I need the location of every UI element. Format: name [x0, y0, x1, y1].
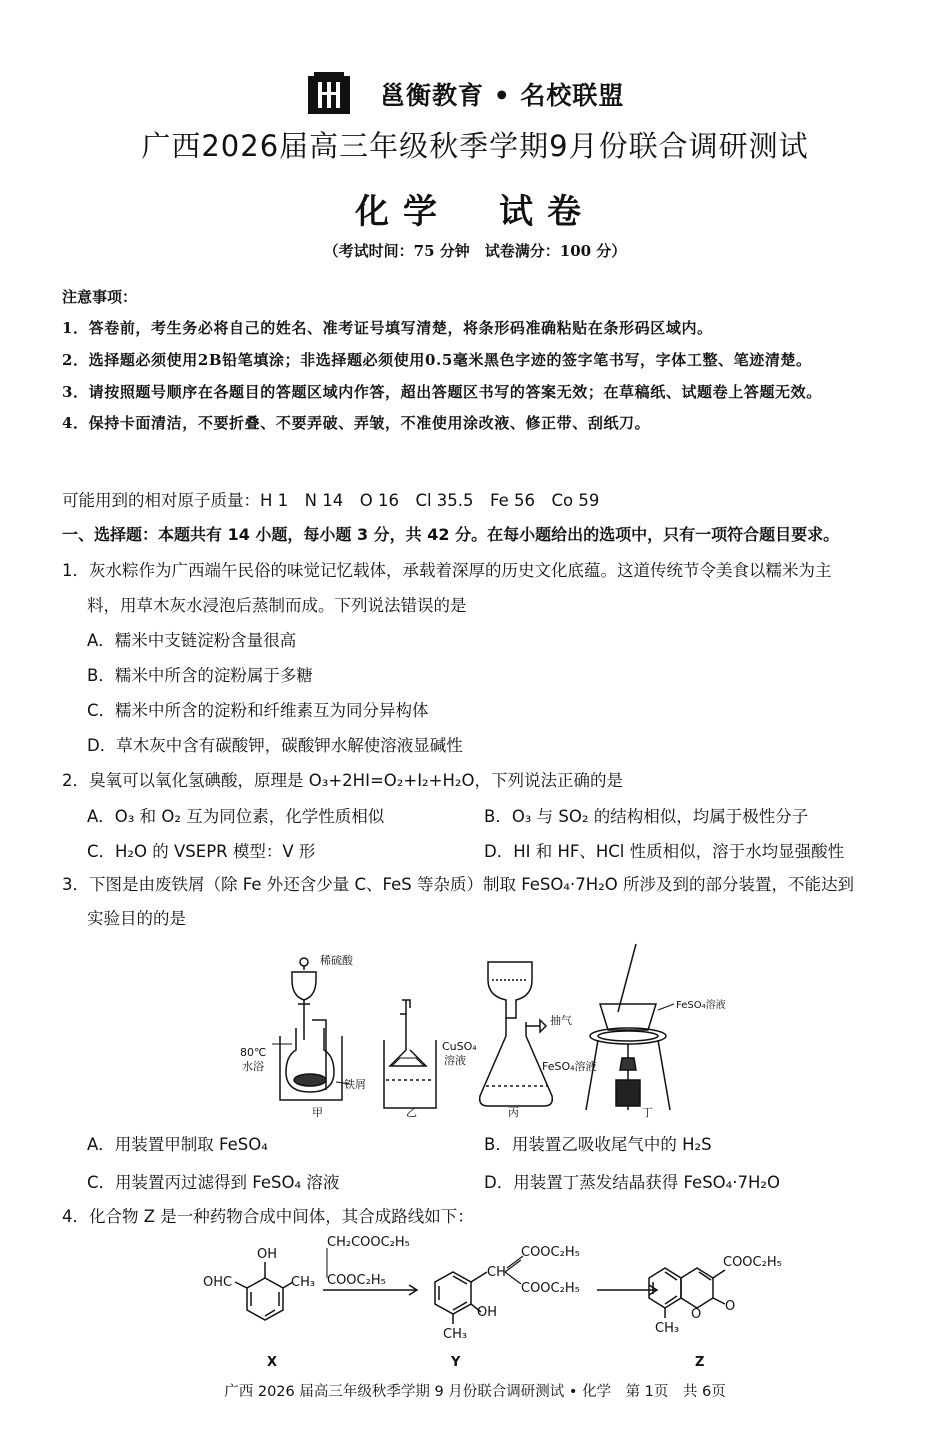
- label-bing: 丙: [508, 1106, 519, 1119]
- label-solution: 溶液: [444, 1054, 466, 1067]
- y-ch: CH: [487, 1265, 506, 1280]
- x-ch3: CH₃: [291, 1275, 316, 1290]
- synthesis-scheme: [195, 1232, 795, 1374]
- notice-item: 3．请按照题号顺序在各题目的答题区域内作答，超出答题区书写的答案无效；在草稿纸、试题卷上答题无效。: [62, 383, 822, 401]
- apparatus-bing: [480, 962, 553, 1106]
- z-carbonyl-oxygen: O: [725, 1299, 736, 1314]
- compound-z-structure: [649, 1268, 725, 1318]
- y-ester-1: COOC₂H₅: [521, 1245, 580, 1260]
- question-1-stem: 1．灰水粽作为广西端午民俗的味觉记忆载体，承载着深厚的历史文化底蕴。这道传统节令美食以糯米为主: [62, 561, 832, 580]
- label-z: Z: [695, 1355, 705, 1370]
- question-1-option-b: B．糯米中所含的淀粉属于多糖: [87, 666, 313, 685]
- x-oh: OH: [257, 1247, 278, 1262]
- z-ester: COOC₂H₅: [723, 1255, 782, 1270]
- label-yi: 乙: [406, 1106, 417, 1119]
- subject-title: 化学 试卷: [355, 192, 595, 232]
- section-heading: 一、选择题：本题共有 14 小题，每小题 3 分，共 42 分。在每小题给出的选项中，只有一项符合题目要求。: [62, 525, 840, 544]
- y-ch3: CH₃: [443, 1327, 468, 1342]
- question-3-option-c: C．用装置丙过滤得到 FeSO₄ 溶液: [87, 1173, 340, 1192]
- apparatus-figure: [230, 940, 726, 1120]
- question-3-option-a: A．用装置甲制取 FeSO₄: [87, 1135, 268, 1154]
- label-ding: 丁: [642, 1106, 653, 1119]
- question-3-stem: 3．下图是由废铁屑（除 Fe 外还含少量 C、FeS 等杂质）制取 FeSO₄·7H₂O 所涉及到的部分装置，不能达到: [62, 875, 855, 894]
- y-oh: OH: [477, 1305, 498, 1320]
- brand-name: 邕衡教育 • 名校联盟: [380, 81, 625, 110]
- question-2-option-d: D．HI 和 HF、HCl 性质相似，溶于水均显强酸性: [484, 842, 845, 861]
- notice-heading: 注意事项：: [62, 288, 138, 306]
- question-1-option-a: A．糯米中支链淀粉含量很高: [87, 631, 297, 650]
- label-bath-temp: 80℃: [240, 1046, 267, 1059]
- question-1-stem: 料，用草木灰水浸泡后蒸制而成。下列说法错误的是: [87, 596, 467, 615]
- notice-item: 1．答卷前，考生务必将自己的姓名、准考证号填写清楚，将条形码准确粘贴在条形码区域内。: [62, 319, 713, 337]
- question-1-option-d: D．草木灰中含有碳酸钾，碳酸钾水解使溶液显碱性: [87, 736, 463, 755]
- label-bath: 水浴: [242, 1060, 264, 1073]
- question-4-stem: 4．化合物 Z 是一种药物合成中间体，其合成路线如下：: [62, 1207, 474, 1226]
- x-cho: OHC: [203, 1275, 233, 1290]
- apparatus-yi: [384, 1000, 436, 1108]
- question-3-option-b: B．用装置乙吸收尾气中的 H₂S: [484, 1135, 712, 1154]
- reagent-2: COOC₂H₅: [327, 1273, 386, 1288]
- question-1-option-c: C．糯米中所含的淀粉和纤维素互为同分异构体: [87, 701, 429, 720]
- notice-item: 4．保持卡面清洁，不要折叠、不要弄破、弄皱，不准使用涂改液、修正带、刮纸刀。: [62, 414, 651, 432]
- reagent-1: CH₂COOC₂H₅: [327, 1235, 410, 1250]
- label-feso4-solution-2: FeSO₄溶液: [676, 1000, 726, 1011]
- label-dilute-acid: 稀硫酸: [320, 954, 353, 967]
- atomic-masses: 可能用到的相对原子质量：H 1 N 14 O 16 Cl 35.5 Fe 56 Co 59: [62, 491, 600, 510]
- z-ring-oxygen: O: [691, 1307, 702, 1322]
- exam-title: 广西2026届高三年级秋季学期9月份联合调研测试: [141, 129, 809, 163]
- label-x: X: [267, 1355, 278, 1370]
- z-ch3: CH₃: [655, 1321, 680, 1336]
- label-jia: 甲: [312, 1106, 323, 1119]
- label-feso4-solution: FeSO₄溶液: [542, 1060, 597, 1073]
- y-ester-2: COOC₂H₅: [521, 1281, 580, 1296]
- label-iron: 铁屑: [344, 1078, 366, 1091]
- question-3-stem: 实验目的的是: [87, 909, 186, 928]
- question-2-option-b: B．O₃ 与 SO₂ 的结构相似，均属于极性分子: [484, 807, 809, 826]
- question-2-stem: 2．臭氧可以氧化氢碘酸，原理是 O₃+2HI=O₂+I₂+H₂O，下列说法正确的是: [62, 771, 624, 790]
- question-3-option-d: D．用装置丁蒸发结晶获得 FeSO₄·7H₂O: [484, 1173, 781, 1192]
- question-2-option-a: A．O₃ 和 O₂ 互为同位素，化学性质相似: [87, 807, 385, 826]
- label-y: Y: [451, 1355, 461, 1370]
- compound-x-structure: [235, 1262, 293, 1320]
- time-note: （考试时间：75 分钟 试卷满分：100 分）: [323, 242, 627, 260]
- notice-item: 2．选择题必须使用2B铅笔填涂；非选择题必须使用0.5毫米黑色字迹的签字笔书写，字体工整、笔迹清楚。: [62, 351, 812, 369]
- brand-logo-icon: [306, 70, 352, 116]
- question-2-option-c: C．H₂O 的 VSEPR 模型：V 形: [87, 842, 316, 861]
- label-suction: 抽气: [550, 1014, 572, 1027]
- apparatus-jia: [272, 958, 350, 1100]
- page-footer: 广西 2026 届高三年级秋季学期 9 月份联合调研测试 • 化学 第 1页 共 6页: [224, 1384, 726, 1400]
- label-cuso4: CuSO₄: [442, 1040, 477, 1053]
- apparatus-ding: [586, 944, 674, 1110]
